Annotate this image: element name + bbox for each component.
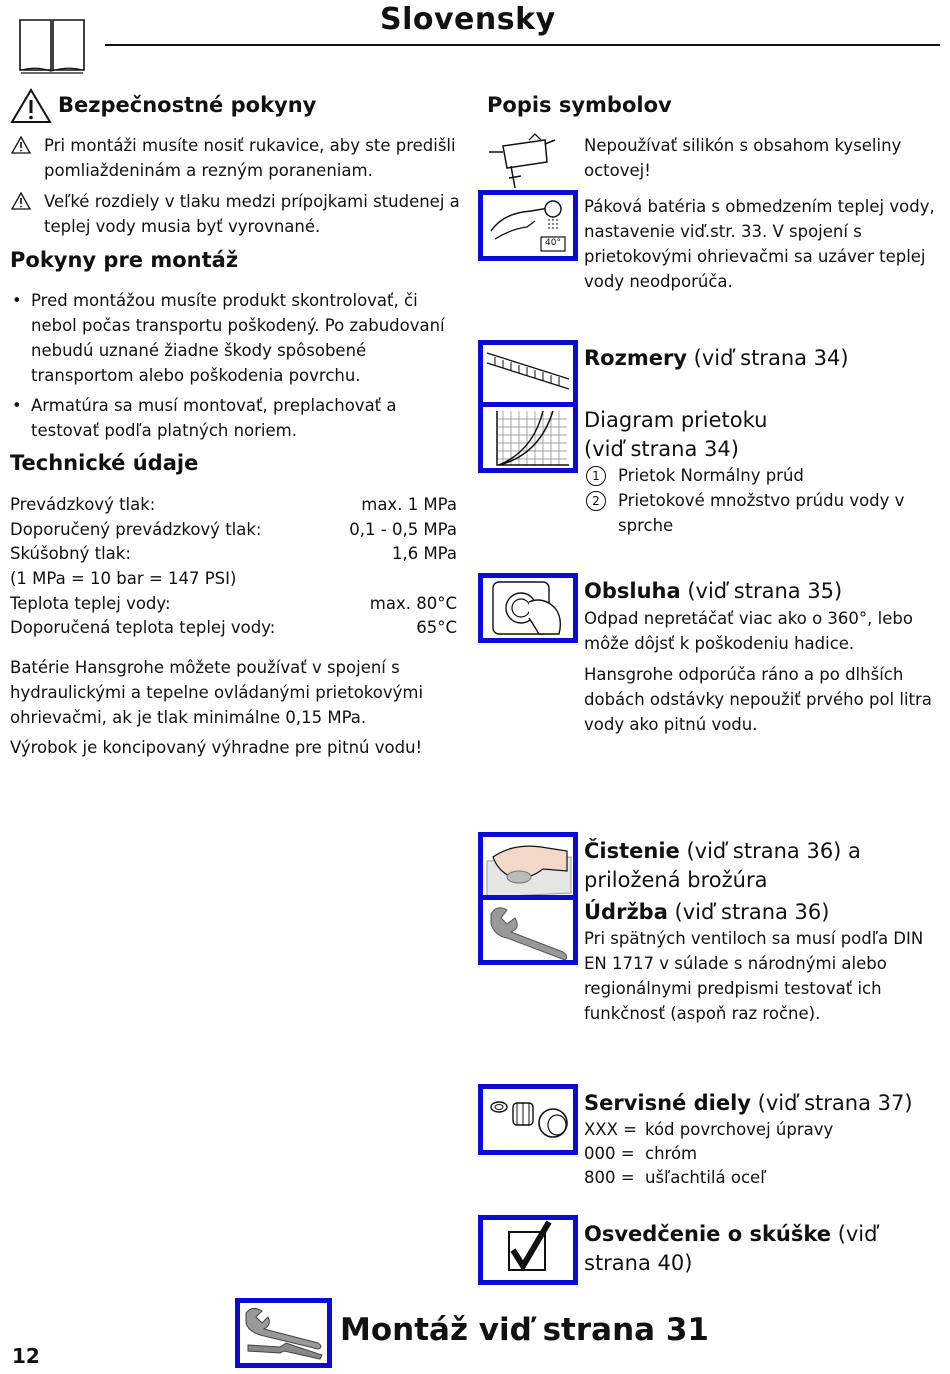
- maintenance-heading: Údržba (viď strana 36): [584, 900, 830, 924]
- cleaning-hand-icon: [483, 837, 573, 898]
- list-item: 000 = chróm: [584, 1144, 698, 1163]
- operation-text: Odpad nepretáčať viac ako o 360°, lebo môže dôjsť k poškodeniu hadice.: [584, 609, 913, 653]
- parts-symbol-frame: [478, 1084, 578, 1155]
- spec-row: Doporučená teplota teplej vody: 65°C: [10, 618, 457, 637]
- cleaning-heading: Čistenie (viď strana 36) a priložená brožúra: [584, 839, 861, 892]
- list-item: • Pred montážou musíte produkt skontrolovať, či nebol počas transportu poškodený. Po zabudovaní nebudú uznané žiadne škody spôsobené transportom alebo poškodenia povrchu.: [10, 288, 460, 388]
- certificate-symbol-frame: [478, 1215, 578, 1285]
- hand-on-knob-icon: [483, 578, 573, 638]
- list-item: XXX = kód povrchovej úpravy: [584, 1120, 834, 1139]
- silicone-gun-icon: [485, 132, 557, 192]
- assembly-heading: Pokyny pre montáž: [10, 248, 239, 272]
- list-item: 800 = ušľachtilá oceľ: [584, 1168, 767, 1187]
- tech-paragraph: Výrobok je koncipovaný výhradne pre pitnú vodu!: [10, 738, 423, 757]
- number-badge: 2: [586, 491, 606, 511]
- checkmark-icon: [483, 1220, 573, 1280]
- parts-heading: Servisné diely (viď strana 37): [584, 1091, 913, 1115]
- tech-paragraph: Batérie Hansgrohe môžete používať v spojení s hydraulickými a tepelne ovládanými prietokovými ohrievačmi, ak je tlak minimálne 0,15 MPa.: [10, 658, 424, 727]
- flow-legend-item: 1 Prietok Normálny prúd: [584, 463, 940, 488]
- mixer-symbol-frame: [478, 190, 578, 261]
- warning-icon: [10, 135, 32, 155]
- safety-item-text: Veľké rozdiely v tlaku medzi prípojkami studenej a teplej vody musia byť vyrovnané.: [44, 192, 460, 236]
- safety-heading: Bezpečnostné pokyny: [58, 93, 317, 117]
- assembly-tools-frame: [235, 1298, 332, 1368]
- flow-ref: (viď strana 34): [584, 437, 739, 461]
- flow-heading: Diagram prietoku: [584, 408, 768, 432]
- tech-heading: Technické údaje: [10, 451, 199, 475]
- manual-book-icon: [18, 18, 86, 74]
- symbols-heading: Popis symbolov: [487, 93, 672, 117]
- wrench-icon: [483, 900, 573, 960]
- number-badge: 1: [586, 466, 606, 486]
- title-divider: [105, 44, 940, 46]
- flow-diagram-symbol-frame: [478, 402, 578, 473]
- list-item: • Armatúra sa musí montovať, preplachovať a testovať podľa platných noriem.: [10, 393, 460, 443]
- assembly-item-text: Pred montážou musíte produkt skontrolovať, či nebol počas transportu poškodený. Po zabudovaní nebudú uznané žiadne škody spôsobené transportom alebo poškodenia povrchu.: [31, 291, 445, 385]
- temperature-label: 40°: [545, 238, 561, 248]
- flow-legend: [584, 463, 940, 538]
- safety-item: [10, 189, 460, 239]
- safety-item-text: Pri montáži musíte nosiť rukavice, aby ste predišli pomliaždeninám a rezným poraneniam.: [44, 136, 456, 180]
- assembly-item-text: Armatúra sa musí montovať, preplachovať a testovať podľa platných noriem.: [31, 396, 397, 440]
- spec-row: Doporučený prevádzkový tlak: 0,1 - 0,5 MPa: [10, 520, 457, 539]
- spec-row: Teplota teplej vody: max. 80°C: [10, 594, 457, 613]
- parts-list: [584, 1118, 940, 1190]
- tools-icon: [240, 1303, 327, 1363]
- maintenance-text: Pri spätných ventiloch sa musí podľa DIN EN 1717 v súlade s národnými alebo regionálnymi predpismi testovať ich funkčnosť (aspoň raz ročne).: [584, 929, 924, 1023]
- warning-icon: [10, 191, 32, 211]
- spec-row: (1 MPa = 10 bar = 147 PSI): [10, 569, 237, 588]
- mixer-note: Páková batéria s obmedzením teplej vody, nastavenie viď.str. 33. V spojení s prietokovými ohrievačmi sa uzáver teplej vody neodporúča.: [584, 197, 935, 291]
- operation-text: Hansgrohe odporúča ráno a po dlhších dobách odstávky nepoužiť prvého pol litra vody ako pitnú vodu.: [584, 665, 932, 734]
- spare-parts-icon: [483, 1089, 573, 1150]
- dimensions-heading: Rozmery (viď strana 34): [584, 346, 849, 370]
- cleaning-symbol-frame: [478, 832, 578, 903]
- dimensions-symbol-frame: [478, 340, 578, 410]
- ruler-icon: [483, 345, 573, 405]
- spec-row: Prevádzkový tlak: max. 1 MPa: [10, 495, 457, 514]
- page-number: 12: [12, 1344, 40, 1368]
- page-title: Slovensky: [380, 2, 556, 37]
- assembly-reference: Montáž viď strana 31: [340, 1312, 710, 1348]
- maintenance-symbol-frame: [478, 895, 578, 965]
- safety-item: [10, 133, 460, 183]
- flow-legend-item: 2 Prietokové množstvo prúdu vody v sprche: [584, 488, 940, 538]
- certificate-heading: Osvedčenie o skúške (viď strana 40): [584, 1222, 878, 1275]
- silicone-note: Nepoužívať silikón s obsahom kyseliny octovej!: [584, 136, 902, 180]
- operation-heading: Obsluha (viď strana 35): [584, 579, 843, 603]
- flow-chart-icon: [483, 407, 573, 468]
- warning-icon: [10, 88, 52, 124]
- spec-row: Skúšobný tlak: 1,6 MPa: [10, 544, 457, 563]
- operation-symbol-frame: [478, 573, 578, 643]
